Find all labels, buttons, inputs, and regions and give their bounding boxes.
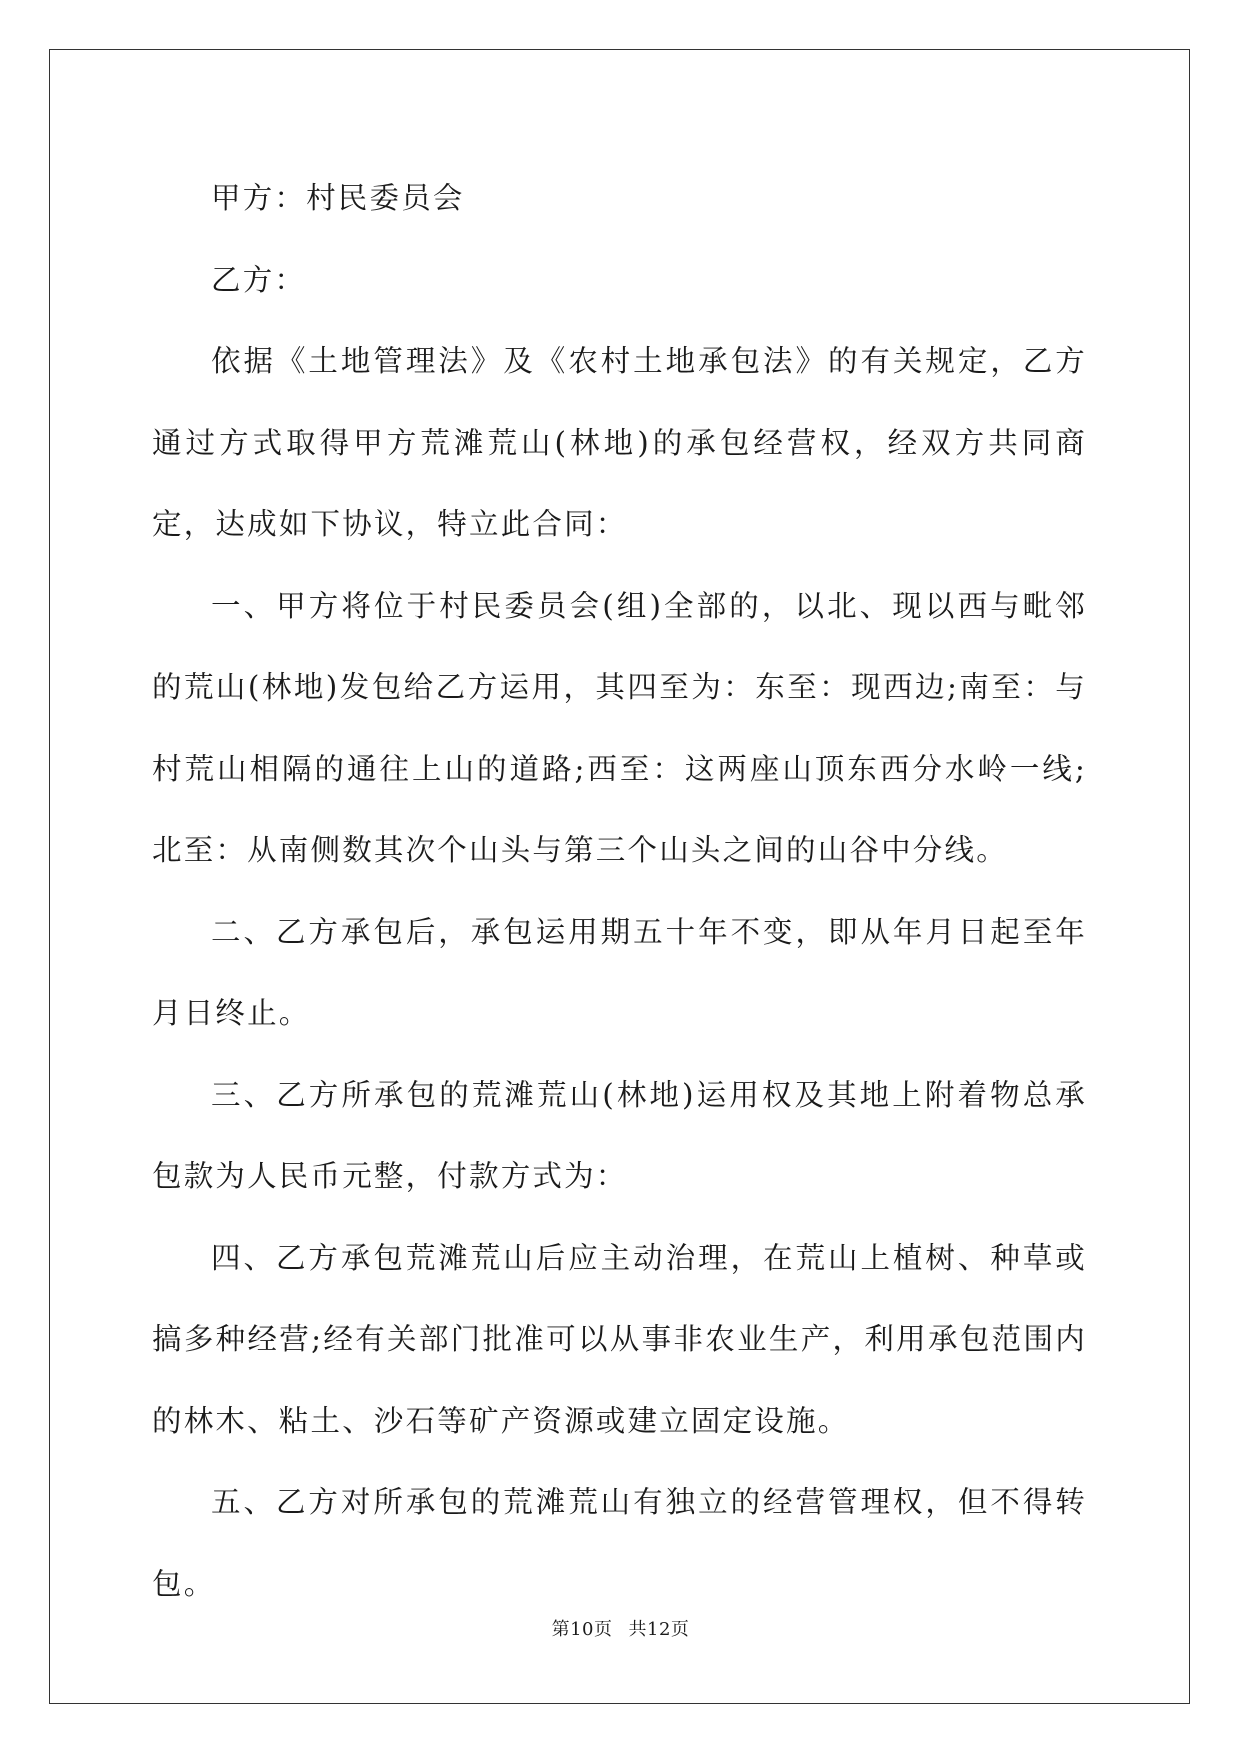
- clause-1-paragraph: 一、甲方将位于村民委员会(组)全部的，以北、现以西与毗邻的荒山(林地)发包给乙方运用，其四至为：东至：现西边;南至：与村荒山相隔的通往上山的道路;西至：这两座山顶东西分水岭一线;北至：从南侧数其次个山头与第三个山头之间的山谷中分线。: [152, 588, 1087, 867]
- page-number: 第10页: [551, 1619, 613, 1640]
- preamble-paragraph: 依据《土地管理法》及《农村土地承包法》的有关规定，乙方通过方式取得甲方荒滩荒山(林地)的承包经营权，经双方共同商定，达成如下协议，特立此合同：: [152, 344, 1087, 541]
- clause-3-paragraph: 三、乙方所承包的荒滩荒山(林地)运用权及其地上附着物总承包款为人民币元整，付款方式为：: [152, 1077, 1087, 1193]
- party-b-line: 乙方：: [211, 262, 307, 297]
- page-footer: [0, 1615, 1241, 1641]
- page-total: 共12页: [628, 1619, 690, 1640]
- party-a-line: 甲方：村民委员会: [211, 181, 465, 215]
- clause-4-paragraph: 四、乙方承包荒滩荒山后应主动治理，在荒山上植树、种草或搞多种经营;经有关部门批准可以从事非农业生产，利用承包范围内的林木、粘土、沙石等矿产资源或建立固定设施。: [152, 1240, 1087, 1438]
- clause-2-paragraph: 二、乙方承包后，承包运用期五十年不变，即从年月日起至年月日终止。: [152, 914, 1087, 1030]
- clause-5-paragraph: 五、乙方对所承包的荒滩荒山有独立的经营管理权，但不得转包。: [152, 1485, 1087, 1601]
- document-body: [152, 158, 1087, 1625]
